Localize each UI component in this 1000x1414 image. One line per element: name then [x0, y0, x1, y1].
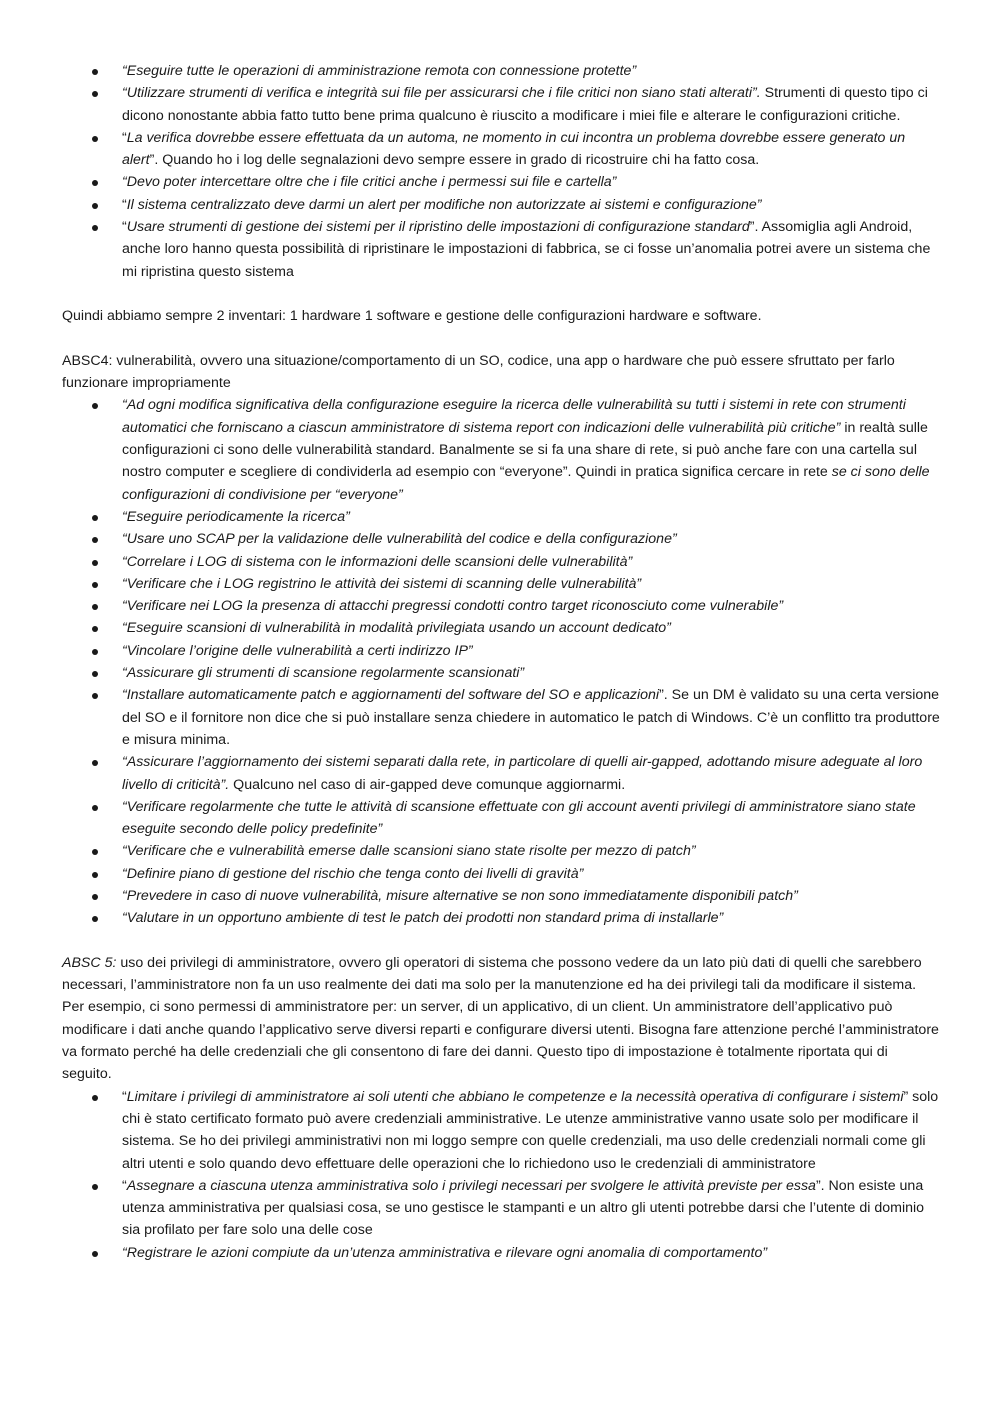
bullet-icon: [92, 671, 98, 677]
bullet-icon: [92, 1251, 98, 1257]
list-item: [122, 573, 940, 595]
bullet-list-vulnerabilities: [62, 394, 940, 929]
bullet-icon: [92, 805, 98, 811]
italic-text-run: “Assicurare l’aggiornamento dei sistemi separati dalla rete, in particolare di quelli air-gapped, adottando misure adeguate al loro livello di criticità”.: [122, 754, 923, 793]
text-run: Strumenti di questo tipo ci dicono nonostante abbia fatto tutto bene prima qualcuno è riuscito a modificare i miei file e alterare le configurazioni critiche.: [122, 85, 928, 124]
text-run: ”. Assomiglia agli Android, anche loro hanno questa possibilità di ripristinare le impostazioni di fabbrica, se ci fosse un’anomalia potrei avere un sistema che mi ripristina questo sistema: [122, 219, 931, 280]
italic-text-run: “Ad ogni modifica significativa della configurazione eseguire la ricerca delle vulnerabilità su tutti i sistemi in rete con strumenti automatici che forniscano a ciascun amministratore di sistema report con indicazioni delle vulnerabilità più critiche”: [122, 397, 906, 436]
italic-text-run: “Vincolare l’origine delle vulnerabilità a certi indirizzo IP”: [122, 642, 473, 659]
italic-text-run: “Installare automaticamente patch e aggiornamenti del software del SO e applicazioni: [122, 687, 660, 704]
bullet-icon: [92, 1095, 98, 1101]
list-item: [122, 1242, 940, 1264]
list-item: [122, 82, 940, 127]
list-item: [122, 796, 940, 841]
list-item: [122, 662, 940, 684]
text-run: “: [122, 1177, 127, 1194]
paragraph-absc5: [62, 952, 940, 1086]
list-item: [122, 216, 940, 283]
italic-text-run: Limitare i privilegi di amministratore ai soli utenti che abbiano le competenze e la necessità operativa di configurare i sistemi: [126, 1088, 904, 1105]
bullet-icon: [92, 649, 98, 655]
list-item: [122, 907, 940, 929]
list-item: [122, 551, 940, 573]
text-run: ”. Non esiste una utenza amministrativa per qualsiasi cosa, se uno gestisce le stampanti e un altro gli utenti potrebbe darsi che l’utente di dominio sia profilato per fare solo una delle cose: [122, 1177, 925, 1239]
text-run: Qualcuno nel caso di air-gapped deve comunque aggiornarmi.: [229, 776, 626, 793]
list-item: [122, 528, 940, 550]
list-item: [122, 595, 940, 617]
bullet-icon: [92, 604, 98, 610]
list-item: [122, 194, 940, 216]
bullet-icon: [92, 760, 98, 766]
list-item: [122, 640, 940, 662]
italic-text-run: “Eseguire periodicamente la ricerca”: [122, 508, 350, 525]
bullet-icon: [92, 136, 98, 142]
bullet-icon: [92, 537, 98, 543]
paragraph-absc4: ABSC4: vulnerabilità, ovvero una situazione/comportamento di un SO, codice, una app o hardware che può essere sfruttato per farlo funzionare impropriamente: [62, 352, 895, 392]
italic-text-run: “Registrare le azioni compiute da un’utenza amministrativa e rilevare ogni anomalia di comportamento”: [122, 1244, 768, 1261]
list-item: [122, 1175, 940, 1242]
paragraph-inventari: Quindi abbiamo sempre 2 inventari: 1 hardware 1 software e gestione delle configurazioni hardware e software.: [62, 308, 762, 325]
italic-text-run: Il sistema centralizzato deve darmi un alert per modifiche non autorizzate ai sistemi e configurazione”: [126, 196, 762, 213]
bullet-icon: [92, 894, 98, 900]
italic-text-run: “Verificare nei LOG la presenza di attacchi pregressi condotti contro target riconosciuto come vulnerabile”: [122, 598, 784, 615]
italic-text-run: ABSC 5:: [62, 954, 117, 971]
bullet-icon: [92, 849, 98, 855]
spacer: [62, 283, 940, 305]
italic-text-run: “Assicurare gli strumenti di scansione regolarmente scansionati”: [122, 665, 525, 682]
bullet-icon: [92, 403, 98, 409]
bullet-icon: [92, 225, 98, 231]
bullet-list-configuration: [62, 60, 940, 283]
italic-text-run: “Valutare in un opportuno ambiente di test le patch dei prodotti non standard prima di installarle”: [122, 910, 724, 927]
list-item: [122, 127, 940, 172]
bullet-icon: [92, 560, 98, 566]
list-item: [122, 840, 940, 862]
bullet-icon: [92, 872, 98, 878]
bullet-icon: [92, 916, 98, 922]
list-item: [122, 60, 940, 82]
italic-text-run: “Definire piano di gestione del rischio che tenga conto dei livelli di gravità”: [122, 865, 584, 882]
bullet-icon: [92, 693, 98, 699]
text-run: in realtà sulle configurazioni ci sono delle vulnerabilità standard. Banalmente se si fa una share di rete, si può anche fare con una cartella sul nostro computer e scegliere di condividerla ad esempio con “everyone”. Quindi in pratica significa cercare in rete: [122, 419, 928, 481]
list-item: [122, 684, 940, 751]
text-run: “: [122, 129, 127, 146]
italic-text-run: se ci sono delle configurazioni di condivisione per “everyone”: [122, 464, 930, 503]
italic-text-run: “Verificare regolarmente che tutte le attività di scansione effettuate con gli account aventi privilegi di amministratore siano state eseguite secondo delle policy predefinite”: [122, 798, 916, 838]
italic-text-run: “Usare uno SCAP per la validazione delle vulnerabilità del codice e della configurazione”: [122, 531, 677, 548]
italic-text-run: “Verificare che e vulnerabilità emerse dalle scansioni siano state risolte per mezzo di patch”: [122, 843, 696, 860]
text-run: ”. Se un DM è validato su una certa versione del SO e il fornitore non dice che si può installare senza chiedere in automatico le patch di Windows. C’è un conflitto tra produttore e misura minima.: [122, 687, 940, 748]
text-run: “: [122, 1088, 127, 1105]
spacer: [62, 328, 940, 350]
bullet-icon: [92, 626, 98, 632]
italic-text-run: Usare strumenti di gestione dei sistemi per il ripristino delle impostazioni di configurazione standard: [126, 219, 750, 236]
italic-text-run: “Prevedere in caso di nuove vulnerabilità, misure alternative se non sono immediatamente disponibili patch”: [122, 887, 798, 904]
italic-text-run: “Utilizzare strumenti di verifica e integrità sui file per assicurarsi che i file critici non siano stati alterati”.: [122, 85, 761, 102]
bullet-icon: [92, 515, 98, 521]
list-item: [122, 394, 940, 505]
italic-text-run: La verifica dovrebbe essere effettuata da un automa, ne momento in cui incontra un problema dovrebbe essere generato un alert: [122, 129, 906, 169]
italic-text-run: Assegnare a ciascuna utenza amministrativa solo i privilegi necessari per svolgere le attività previste per essa: [126, 1177, 816, 1194]
list-item: [122, 863, 940, 885]
italic-text-run: “Eseguire tutte le operazioni di amministrazione remota con connessione protette”: [122, 63, 637, 79]
bullet-icon: [92, 582, 98, 588]
italic-text-run: “Eseguire scansioni di vulnerabilità in modalità privilegiata usando un account dedicato”: [122, 620, 671, 637]
italic-text-run: “Verificare che i LOG registrino le attività dei sistemi di scanning delle vulnerabilità”: [122, 575, 642, 592]
list-item: [122, 885, 940, 907]
text-run: uso dei privilegi di amministratore, ovvero gli operatori di sistema che possono vedere da un lato più dati di quelli che sarebbero necessari, l’amministratore non fa un uso realmente dei dati ma solo per la manutenzione ed ha dei privilegi tali da modificare il sistema. Per esempio, ci sono permessi di amministratore per: un server, di un applicativo, di un client. Un amministratore dell’applicativo può modificare i dati anche quando l’applicativo serve diversi reparti e configurare diversi utenti. Bisogna fare attenzione perché l’amministratore va formato perché ha delle credenziali che gli consentono di fare dei danni. Questo tipo di impostazione è totalmente riportata qui di seguito.: [62, 954, 939, 1083]
list-item: [122, 617, 940, 639]
bullet-icon: [92, 69, 98, 75]
text-run: ”. Quando ho i log delle segnalazioni devo sempre essere in grado di ricostruire chi ha fatto cosa.: [149, 152, 760, 169]
list-item: [122, 171, 940, 193]
bullet-icon: [92, 1184, 98, 1190]
italic-text-run: “Correlare i LOG di sistema con le informazioni delle scansioni delle vulnerabilità”: [122, 553, 633, 570]
bullet-icon: [92, 180, 98, 186]
italic-text-run: “Devo poter intercettare oltre che i file critici anche i permessi sui file e cartella”: [122, 174, 617, 191]
spacer: [62, 930, 940, 952]
list-item: [122, 1086, 940, 1175]
list-item: [122, 506, 940, 528]
bullet-icon: [92, 91, 98, 97]
text-run: “: [122, 196, 127, 213]
bullet-list-admin-privileges: [62, 1086, 940, 1264]
text-run: “: [122, 219, 127, 236]
list-item: [122, 751, 940, 796]
bullet-icon: [92, 203, 98, 209]
text-run: ” solo chi è stato certificato formato può avere credenziali amministrative. Le utenze amministrative vanno usate solo per modificare il sistema. Se ho dei privilegi amministrativi non mi loggo sempre con quelle credenziali, ma uso delle credenziali normali come gli altri utenti e solo quando devo effettuare delle operazioni che lo richiedono uso le credenziali di amministratore: [122, 1088, 939, 1172]
